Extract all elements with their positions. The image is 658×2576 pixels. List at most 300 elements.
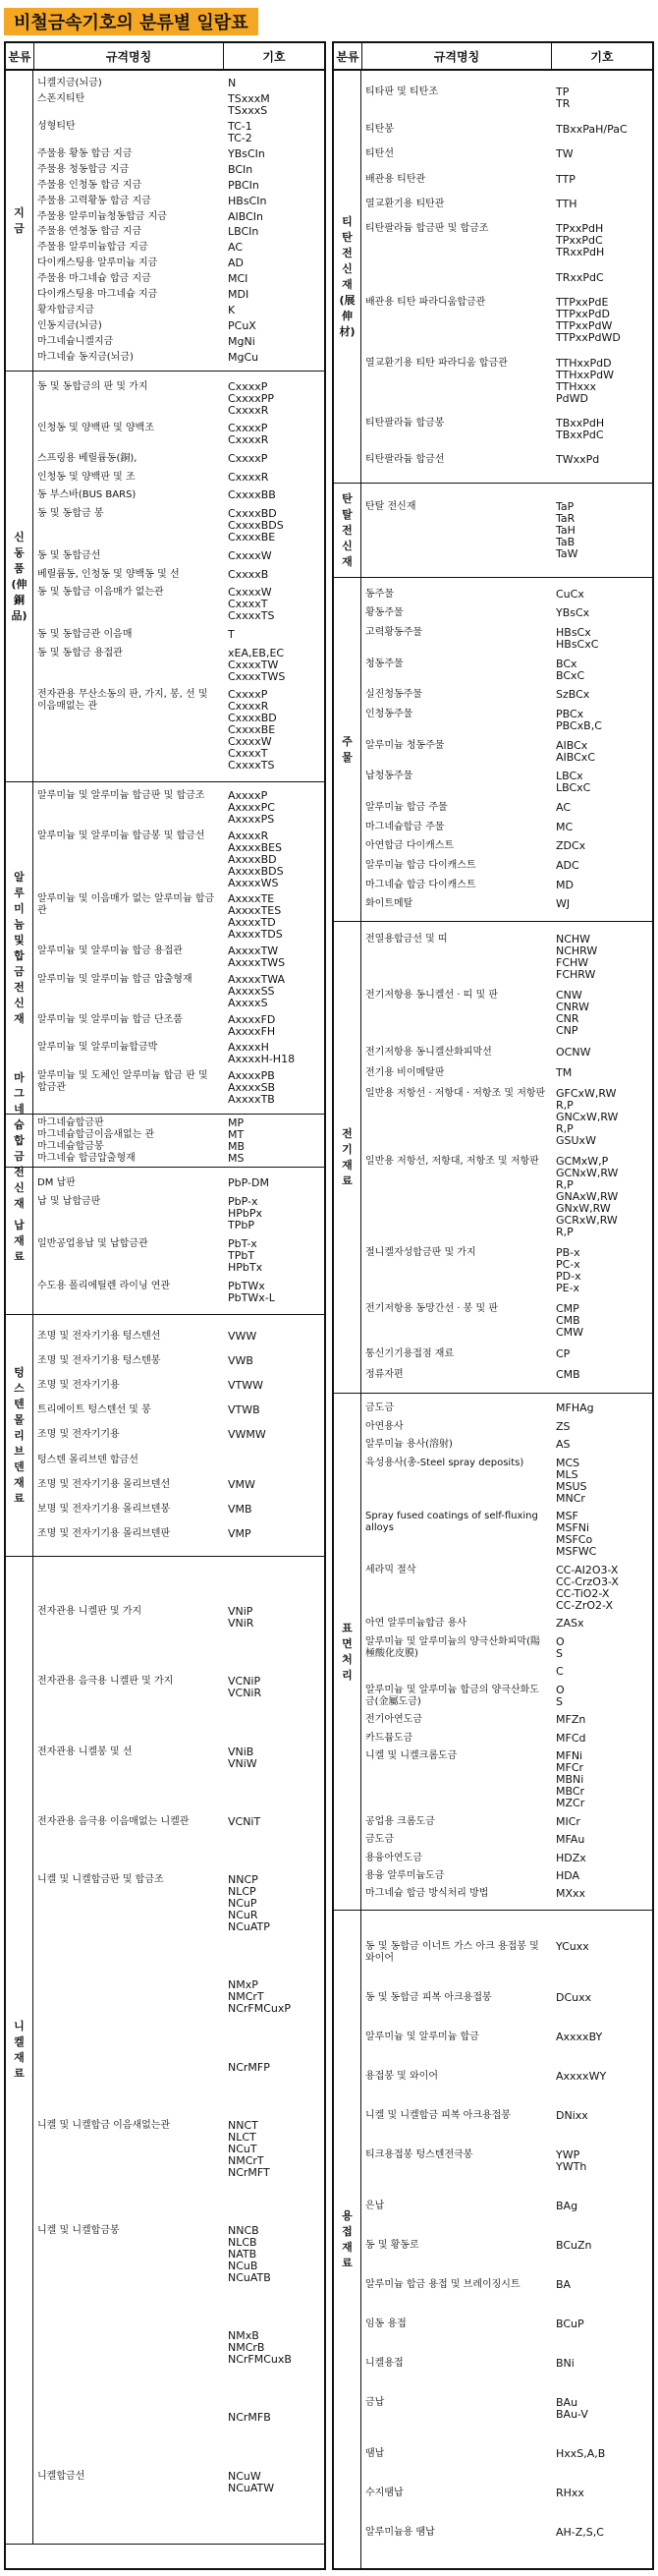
spec-name: 니켈 및 니켈합금 피복 아크용접봉 — [365, 2110, 511, 2121]
table-row — [33, 974, 324, 1009]
table-row — [361, 689, 652, 701]
symbol-code: NMxP — [228, 1978, 258, 1992]
table-row — [361, 272, 652, 284]
symbol-code: MSFCo — [556, 1533, 593, 1547]
symbol-code: TR — [556, 97, 571, 111]
symbol-code: NCrMFB — [228, 2411, 271, 2425]
category-label: 신동품(伸銅品) — [6, 372, 33, 781]
spec-symbols — [222, 1196, 324, 1231]
table-row — [361, 1088, 652, 1147]
symbol-code: VNiR — [228, 1617, 254, 1631]
symbol-code: CxxxxR — [228, 700, 269, 714]
spec-symbols — [222, 2471, 324, 2494]
spec-symbols — [550, 1750, 652, 1809]
symbol-code: AxxxxSB — [228, 1081, 276, 1095]
spec-name: 공업용 크롬도금 — [365, 1815, 435, 1827]
table-row — [33, 550, 324, 562]
spec-name: 동 부스바(BUS BARS) — [37, 489, 137, 501]
table-row — [361, 358, 652, 405]
spec-name: 동 및 동합금의 판 및 가지 — [37, 380, 148, 392]
spec-name: 동 및 동합금 용접관 — [37, 647, 123, 658]
table-row — [33, 320, 324, 332]
table-row — [361, 454, 652, 466]
spec-symbols — [550, 898, 652, 910]
symbol-code: MFAu — [556, 1833, 585, 1847]
symbol-code: LBCIn — [228, 225, 259, 239]
symbol-code: MLS — [556, 1467, 578, 1481]
symbol-code: CxxxxBDS — [228, 519, 284, 533]
symbol-code: VCNiP — [228, 1675, 261, 1689]
spec-name: 주물용 마그네슘 합금 지금 — [37, 273, 151, 285]
table-row — [361, 2279, 652, 2291]
spec-symbols — [222, 587, 324, 622]
table-row — [33, 1141, 324, 1153]
symbol-code: LBCx — [556, 770, 583, 783]
symbol-code: TPxxPdC — [556, 234, 603, 248]
symbol-code: MT — [228, 1128, 245, 1141]
spec-name: 조명 및 전자기기용 — [37, 1380, 120, 1392]
spec-symbols — [222, 974, 324, 1009]
symbol-code: VMB — [228, 1502, 252, 1516]
symbol-code: AxxxxBY — [556, 2031, 603, 2043]
symbol-code: TTHxxx — [556, 379, 597, 393]
spec-symbols — [222, 1404, 324, 1416]
symbol-code: MFNi — [556, 1749, 583, 1763]
category-group — [6, 782, 324, 1115]
spec-name: 아연 알루미늄합금 용사 — [365, 1618, 466, 1630]
symbol-code: PBCx — [556, 707, 584, 720]
symbol-code: CC-ZrO2-X — [556, 1598, 614, 1612]
spec-name: 납 및 납합금판 — [37, 1196, 101, 1207]
table-row — [361, 2397, 652, 2421]
table-row — [33, 211, 324, 223]
header-category: 분류 — [334, 43, 362, 69]
symbol-code: CxxxxW — [228, 735, 272, 749]
symbol-code: AxxxxBDS — [228, 864, 284, 878]
spec-name: 수지땜납 — [365, 2488, 404, 2498]
symbol-code: MgCu — [228, 350, 259, 364]
symbol-code: AxxxxP — [228, 788, 268, 802]
spec-symbols — [550, 1402, 652, 1414]
symbol-code: MICr — [556, 1814, 580, 1828]
symbol-code: CNRW — [556, 1001, 589, 1014]
symbol-code: MXxx — [556, 1887, 586, 1901]
symbol-code: HBsCIn — [228, 194, 267, 207]
spec-name: 고력황동주물 — [365, 626, 422, 638]
spec-symbols — [550, 709, 652, 732]
spec-name: 전자관용 음극용 이음매없는 니켈관 — [37, 1815, 190, 1827]
spec-symbols — [222, 352, 324, 364]
spec-symbols — [222, 1528, 324, 1540]
spec-symbols — [550, 2201, 652, 2212]
symbol-code: NCHRW — [556, 945, 598, 958]
table-row — [361, 2149, 652, 2173]
table-row — [361, 1853, 652, 1864]
spec-name: 청동주물 — [365, 658, 404, 669]
spec-symbols — [222, 790, 324, 826]
symbol-code: AxxxxS — [228, 996, 268, 1009]
symbol-code: CMW — [556, 1326, 584, 1340]
symbol-code: VNiW — [228, 1756, 257, 1770]
symbol-code: NCHW — [556, 933, 591, 946]
category-label: 티탄전신재(展伸材) — [334, 71, 361, 483]
spec-symbols — [222, 180, 324, 192]
table-row — [361, 2032, 652, 2043]
symbol-code: MSF — [556, 1510, 578, 1523]
spec-name: 알루미늄 청동주물 — [365, 739, 445, 751]
category-group — [334, 1911, 652, 2570]
symbol-code: CxxxxBB — [228, 488, 276, 502]
symbol-code: AxxxxTB — [228, 1093, 275, 1107]
spec-name: 인청동 및 양백판 및 조 — [37, 471, 136, 483]
spec-name: 배관용 티탄관 — [365, 173, 426, 185]
symbol-code: YWP — [556, 2148, 580, 2161]
spec-name: 탄탈 전신재 — [365, 500, 416, 512]
table-row — [361, 658, 652, 682]
symbol-code: GSUxW — [556, 1133, 596, 1147]
spec-name: 동주물 — [365, 588, 394, 600]
spec-symbols — [550, 1439, 652, 1451]
spec-name: 금도금 — [365, 1402, 394, 1414]
spec-symbols — [222, 648, 324, 683]
symbol-code: MSFWC — [556, 1545, 597, 1559]
spec-symbols — [550, 607, 652, 619]
symbol-code: AxxxxBD — [228, 852, 277, 866]
symbol-code: CxxxxTS — [228, 759, 275, 773]
spec-symbols — [222, 336, 324, 348]
spec-name: 알루미늄 및 알루미늄 합금의 양극산화도금(金屬도금) — [365, 1684, 539, 1707]
symbol-code: CNR — [556, 1012, 579, 1026]
spec-name: 주물용 청동합금 지금 — [37, 163, 130, 175]
symbol-code: CC-TiO2-X — [556, 1586, 610, 1600]
spec-name: 마그네슘 동지금(뇌금) — [37, 351, 134, 363]
symbol-code: NNCT — [228, 2118, 258, 2132]
symbol-code: FCHRW — [556, 968, 596, 982]
symbol-code: NNCB — [228, 2223, 259, 2237]
symbol-code: CxxxxB — [228, 567, 269, 581]
symbol-code: OCNW — [556, 1045, 591, 1059]
symbol-code: PbP-x — [228, 1195, 258, 1208]
category-rows — [33, 1168, 324, 1314]
spec-symbols — [222, 472, 324, 484]
spec-name: 일반공업용납 및 납합금관 — [37, 1238, 148, 1249]
symbol-code: MC — [556, 820, 574, 833]
symbol-code: AxxxxTES — [228, 904, 282, 918]
spec-symbols — [550, 658, 652, 682]
spec-name: 전자관용 니켈판 및 가지 — [37, 1606, 142, 1618]
symbol-code: PbP-DM — [228, 1176, 269, 1189]
spec-name: 정류자편 — [365, 1368, 404, 1380]
right-groups — [334, 71, 652, 2570]
symbol-code: TTHxxPdW — [556, 368, 615, 381]
spec-symbols — [222, 148, 324, 160]
symbol-code: CxxxxP — [228, 422, 268, 435]
spec-name: 알루미늄 및 알루미늄의 양극산화피막(陽極酸化皮膜) — [365, 1635, 540, 1659]
symbol-code: TBxxPaH/PaC — [556, 122, 628, 136]
symbol-code: BCx — [556, 657, 577, 670]
symbol-code: NMCrT — [228, 1990, 264, 2004]
symbol-code: GNAxW,RW — [556, 1190, 619, 1204]
symbol-code: MSUS — [556, 1479, 587, 1493]
table-row — [33, 305, 324, 316]
table-row — [33, 1281, 324, 1304]
table-row — [33, 1528, 324, 1540]
table-row — [361, 740, 652, 764]
table-row — [361, 822, 652, 833]
spec-name: 알루미늄 및 도체인 알루미늄 합금 판 및 합금관 — [37, 1070, 208, 1094]
symbol-code: HDZx — [556, 1851, 586, 1864]
spec-name: 동 및 동합금관 이음매 — [37, 628, 133, 640]
symbol-code: TaB — [556, 535, 576, 548]
spec-symbols — [550, 1156, 652, 1238]
spec-name: 열교환기용 티탄관 — [365, 199, 445, 210]
table-row — [361, 86, 652, 110]
spec-symbols — [222, 258, 324, 269]
table-row — [361, 1458, 652, 1505]
spec-name: 동 및 동합금선 — [37, 549, 101, 561]
symbol-code: NCuB — [228, 2259, 258, 2272]
spec-name: 다이캐스팅용 알루미늄 지금 — [37, 258, 158, 269]
symbol-code: VWMW — [228, 1428, 266, 1442]
symbol-code: VTWB — [228, 1403, 260, 1417]
spec-name: 전기용 비이메탈판 — [365, 1066, 445, 1078]
table-row — [361, 1992, 652, 2004]
symbol-code: NLCB — [228, 2235, 257, 2249]
symbol-code: BCuP — [556, 2318, 584, 2330]
table-row — [33, 381, 324, 417]
symbol-code: AxxxxWY — [556, 2070, 607, 2083]
spec-symbols — [222, 242, 324, 254]
spec-name: 알루미늄 및 알루미늄합금박 — [37, 1042, 158, 1054]
symbol-code: TaP — [556, 499, 575, 513]
table-row — [33, 587, 324, 622]
symbol-code: ZDCx — [556, 839, 586, 853]
category-rows — [33, 782, 324, 1114]
category-rows — [33, 1115, 324, 1167]
symbol-code: TC-2 — [228, 131, 252, 144]
symbol-code: AxxxxTDS — [228, 928, 283, 942]
spec-symbols — [550, 1348, 652, 1360]
symbol-code: MD — [556, 878, 574, 891]
symbol-code: HxxS,A,B — [556, 2447, 606, 2460]
spec-symbols — [550, 1421, 652, 1433]
spec-symbols — [550, 1088, 652, 1147]
spec-symbols — [550, 272, 652, 284]
spec-symbols — [550, 2240, 652, 2252]
category-group — [334, 578, 652, 922]
symbol-code: NCuT — [228, 2142, 257, 2155]
symbol-code: CMP — [556, 1302, 579, 1316]
symbol-code: NCuATP — [228, 1920, 270, 1934]
table-row — [361, 1511, 652, 1558]
spec-symbols — [222, 569, 324, 581]
symbol-code: CxxxxPP — [228, 391, 274, 405]
spec-symbols — [222, 226, 324, 238]
table-row — [361, 1636, 652, 1660]
symbol-code: FCHW — [556, 956, 589, 970]
symbol-code: VNiB — [228, 1745, 254, 1758]
symbol-code: TW — [556, 147, 574, 161]
symbol-code: NLCP — [228, 1885, 256, 1899]
spec-name: 땜납 — [365, 2448, 385, 2459]
spec-symbols — [550, 418, 652, 441]
symbol-code: CMB — [556, 1314, 580, 1328]
table-row — [33, 1070, 324, 1106]
symbol-code: AD — [228, 257, 244, 270]
spec-symbols — [222, 2120, 324, 2179]
category-label: 전기재료 — [334, 922, 361, 1393]
symbol-code: TPbT — [228, 1249, 255, 1262]
table-row — [33, 1355, 324, 1367]
table-row — [361, 990, 652, 1037]
spec-name: 니켈 및 니켈크롬도금 — [365, 1750, 458, 1762]
page-title: 비철금속기호의 분류별 일람표 — [4, 8, 258, 35]
spec-symbols — [222, 320, 324, 332]
table-row — [33, 893, 324, 941]
spec-name: 전기저항용 동망간선 · 봉 및 판 — [365, 1303, 498, 1315]
spec-symbols — [550, 1834, 652, 1846]
spec-symbols — [222, 381, 324, 417]
table-row — [33, 121, 324, 144]
spec-name: 배관용 티탄 파라디움합금관 — [365, 297, 486, 309]
spec-symbols — [222, 453, 324, 465]
table-row — [33, 472, 324, 484]
spec-symbols — [550, 2149, 652, 2173]
table-row — [361, 607, 652, 619]
spec-symbols — [222, 1380, 324, 1392]
symbol-code: ZASx — [556, 1617, 584, 1631]
spec-symbols — [550, 2448, 652, 2460]
symbol-code: RHxx — [556, 2487, 584, 2499]
category-label: 마그네슘 합금 전신재 — [6, 1115, 33, 1167]
symbol-code: S — [556, 1694, 563, 1708]
spec-name: 인청동 및 양백판 및 양백조 — [37, 423, 154, 434]
spec-symbols — [550, 2527, 652, 2539]
symbol-code: AxxxxPB — [228, 1069, 275, 1083]
symbol-code: MZCr — [556, 1797, 585, 1810]
symbol-code: AxxxxFD — [228, 1012, 276, 1026]
table-row — [33, 689, 324, 772]
table-row — [33, 148, 324, 160]
spec-symbols — [550, 174, 652, 186]
symbol-code: NCuW — [228, 2469, 261, 2483]
symbol-code: NCrMFT — [228, 2165, 270, 2179]
table-row — [361, 627, 652, 651]
spec-symbols — [222, 1177, 324, 1189]
symbol-code: TTHxxPdD — [556, 356, 612, 370]
table-row — [33, 93, 324, 117]
spec-symbols — [222, 2412, 324, 2424]
symbol-code: CxxxxR — [228, 403, 269, 417]
symbol-code: BA — [556, 2278, 572, 2291]
symbol-code: R,P — [556, 1226, 574, 1239]
symbol-code: NMxB — [228, 2329, 259, 2343]
spec-symbols — [222, 1281, 324, 1304]
symbol-code: HPbPx — [228, 1207, 263, 1220]
table-row — [33, 1479, 324, 1491]
spec-symbols — [222, 289, 324, 301]
spec-symbols — [222, 423, 324, 446]
spec-name: Spray fused coatings of self-fluxing alloys — [365, 1511, 538, 1534]
symbol-code: NNCP — [228, 1873, 258, 1887]
symbol-code: AC — [556, 800, 572, 814]
table-row — [33, 289, 324, 301]
symbol-code: TSxxxM — [228, 91, 270, 105]
spec-symbols — [550, 990, 652, 1037]
table-row — [361, 1047, 652, 1059]
table-row — [361, 860, 652, 872]
symbol-code: CxxxxBE — [228, 531, 276, 544]
symbol-code: TaH — [556, 523, 576, 537]
table-row — [361, 2110, 652, 2122]
spec-name: 티탄팔라듐 합금선 — [365, 454, 445, 466]
table-row — [361, 2318, 652, 2330]
spec-symbols — [222, 1355, 324, 1367]
spec-symbols — [222, 1042, 324, 1065]
category-rows — [361, 922, 652, 1393]
spec-symbols — [550, 2358, 652, 2370]
spec-name: 수도용 폴리에틸렌 라이닝 연관 — [37, 1281, 171, 1291]
table-row — [33, 1455, 324, 1466]
table-row — [33, 1196, 324, 1231]
spec-name: 마그네슘합금 주물 — [365, 821, 445, 832]
spec-name: 니켈 및 니켈합금봉 — [37, 2224, 120, 2236]
symbol-code: O — [556, 1634, 565, 1648]
symbol-code: CxxxxBD — [228, 507, 277, 521]
spec-name: 황자합금지금 — [37, 305, 94, 316]
symbol-code: AxxxxFH — [228, 1024, 276, 1038]
spec-symbols — [550, 1458, 652, 1505]
symbol-code: AxxxxH — [228, 1041, 269, 1055]
category-rows — [33, 1557, 324, 2544]
category-label: 표면처리 — [334, 1394, 361, 1910]
symbol-code: NCuATB — [228, 2270, 271, 2284]
symbol-code: TC-1 — [228, 119, 252, 133]
symbol-code: PD-x — [556, 1270, 581, 1284]
table-header — [334, 43, 652, 71]
symbol-code: TaR — [556, 511, 576, 525]
spec-name: 동 및 동합금 봉 — [37, 508, 104, 520]
symbol-code: MCI — [228, 272, 248, 286]
spec-name: 알루미늄 및 알루미늄 합금 단조품 — [37, 1013, 183, 1025]
spec-name: 일반용 저항선, 저항대, 저항조 및 저항판 — [365, 1156, 539, 1168]
spec-symbols — [550, 1888, 652, 1900]
symbol-code: TP — [556, 86, 570, 99]
symbol-code: TPxxPdH — [556, 222, 604, 236]
table-row — [361, 589, 652, 601]
table-header — [6, 43, 324, 71]
table-row — [361, 709, 652, 732]
spec-symbols — [222, 273, 324, 285]
symbol-code: MFCd — [556, 1731, 586, 1745]
table-row — [361, 148, 652, 160]
table-row — [361, 1247, 652, 1294]
spec-symbols — [550, 501, 652, 560]
spec-symbols — [222, 1429, 324, 1441]
spec-name: 마그네슘합금판 — [37, 1117, 104, 1128]
spec-symbols — [550, 1247, 652, 1294]
symbol-code: PbTWx-L — [228, 1291, 275, 1304]
spec-symbols — [222, 196, 324, 207]
symbol-code: GCNxW,RW — [556, 1167, 619, 1180]
spec-symbols — [550, 2397, 652, 2421]
symbol-code: HBsCxC — [556, 637, 599, 651]
table-row — [361, 2488, 652, 2499]
symbol-code: MFCr — [556, 1761, 584, 1775]
category-group — [6, 372, 324, 782]
symbol-code: TWxxPd — [556, 453, 600, 467]
category-label: 텅스텐몰리브덴재료 — [6, 1315, 33, 1556]
